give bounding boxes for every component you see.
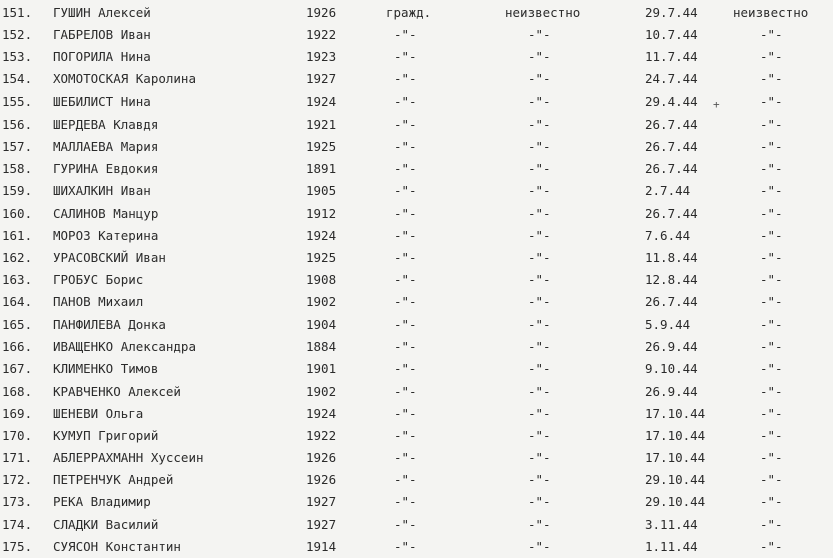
person-name: КРАВЧЕНКО Алексей [53,384,181,399]
status: -"- [394,361,417,376]
row-number: 158. [2,161,33,176]
table-row [0,381,833,403]
place: -"- [528,472,551,487]
fate: -"- [760,228,783,243]
row-number: 154. [2,71,33,86]
table-row [0,180,833,202]
place: -"- [528,71,551,86]
fate: -"- [760,183,783,198]
date: 26.9.44 [645,339,698,354]
birth-year: 1925 [306,139,337,154]
table-row [0,403,833,425]
table-row [0,447,833,469]
table-row [0,358,833,380]
person-name: ИВАЩЕНКО Александра [53,339,196,354]
date: 11.8.44 [645,250,698,265]
table-row [0,225,833,247]
status: -"- [394,71,417,86]
status: -"- [394,139,417,154]
fate: -"- [760,406,783,421]
status: -"- [394,317,417,332]
table-row [0,514,833,536]
birth-year: 1884 [306,339,337,354]
place: -"- [528,250,551,265]
place: -"- [528,183,551,198]
fate: -"- [760,272,783,287]
person-name: ПОГОРИЛА Нина [53,49,151,64]
fate: -"- [760,117,783,132]
table-row [0,247,833,269]
table-row [0,158,833,180]
birth-year: 1926 [306,450,337,465]
date: 1.11.44 [645,539,698,554]
person-name: ХОМОТОСКАЯ Каролина [53,71,196,86]
row-number: 155. [2,94,33,109]
fate: -"- [760,361,783,376]
date: 17.10.44 [645,406,706,421]
person-name: УРАСОВСКИЙ Иван [53,250,166,265]
person-name: КУМУП Григорий [53,428,159,443]
row-number: 160. [2,206,33,221]
fate: -"- [760,472,783,487]
row-number: 165. [2,317,33,332]
date: 17.10.44 [645,450,706,465]
row-number: 161. [2,228,33,243]
row-number: 168. [2,384,33,399]
place: -"- [528,450,551,465]
fate: -"- [760,384,783,399]
date: 26.7.44 [645,139,698,154]
status: -"- [394,384,417,399]
date: 29.7.44 [645,5,698,20]
birth-year: 1902 [306,384,337,399]
place: -"- [528,139,551,154]
fate: -"- [760,27,783,42]
person-name: ГАБРЕЛОВ Иван [53,27,151,42]
birth-year: 1921 [306,117,337,132]
table-row [0,203,833,225]
status: гражд. [386,5,432,20]
birth-year: 1901 [306,361,337,376]
fate: -"- [760,94,783,109]
table-row [0,2,833,24]
table-row [0,491,833,513]
date: 26.7.44 [645,117,698,132]
fate: -"- [760,339,783,354]
status: -"- [394,272,417,287]
table-row [0,24,833,46]
row-number: 151. [2,5,33,20]
fate: -"- [760,517,783,532]
birth-year: 1927 [306,517,337,532]
date: 26.7.44 [645,206,698,221]
birth-year: 1891 [306,161,337,176]
place: -"- [528,117,551,132]
place: -"- [528,228,551,243]
table-row [0,536,833,558]
birth-year: 1922 [306,428,337,443]
status: -"- [394,406,417,421]
table-row [0,469,833,491]
person-name: СЛАДКИ Василий [53,517,159,532]
person-name: ПЕТРЕНЧУК Андрей [53,472,174,487]
date: 7.6.44 [645,228,691,243]
status: -"- [394,49,417,64]
row-number: 166. [2,339,33,354]
fate: -"- [760,539,783,554]
place: -"- [528,517,551,532]
birth-year: 1912 [306,206,337,221]
table-row [0,136,833,158]
birth-year: 1914 [306,539,337,554]
row-number: 171. [2,450,33,465]
place: -"- [528,317,551,332]
person-name: АБЛЕРРАХМАНН Хуссеин [53,450,204,465]
fate: -"- [760,250,783,265]
row-number: 174. [2,517,33,532]
person-name: ГРОБУС Борис [53,272,144,287]
place: -"- [528,206,551,221]
status: -"- [394,450,417,465]
date: 26.7.44 [645,294,698,309]
place: -"- [528,94,551,109]
row-number: 169. [2,406,33,421]
person-name: РЕКА Владимир [53,494,151,509]
person-name: МОРОЗ Катерина [53,228,159,243]
fate: -"- [760,450,783,465]
status: -"- [394,472,417,487]
row-number: 156. [2,117,33,132]
date: 29.10.44 [645,494,706,509]
row-number: 162. [2,250,33,265]
place: -"- [528,384,551,399]
fate: -"- [760,49,783,64]
date: 29.10.44 [645,472,706,487]
person-name: КЛИМЕНКО Тимов [53,361,159,376]
table-row [0,114,833,136]
date: 3.11.44 [645,517,698,532]
date: 9.10.44 [645,361,698,376]
status: -"- [394,228,417,243]
birth-year: 1908 [306,272,337,287]
row-number: 167. [2,361,33,376]
birth-year: 1924 [306,228,337,243]
row-number: 152. [2,27,33,42]
row-number: 172. [2,472,33,487]
row-number: 175. [2,539,33,554]
birth-year: 1925 [306,250,337,265]
date: 29.4.44 [645,94,698,109]
fate: -"- [760,294,783,309]
table-row [0,336,833,358]
status: -"- [394,94,417,109]
handwritten-plus-mark: + [713,98,720,111]
status: -"- [394,428,417,443]
person-name: ПАНОВ Михаил [53,294,144,309]
birth-year: 1922 [306,27,337,42]
fate: -"- [760,494,783,509]
place: -"- [528,494,551,509]
status: -"- [394,339,417,354]
person-name: МАЛЛАЕВА Мария [53,139,159,154]
date: 11.7.44 [645,49,698,64]
fate: неизвестно [733,5,809,20]
place: -"- [528,161,551,176]
birth-year: 1924 [306,406,337,421]
birth-year: 1902 [306,294,337,309]
person-name: ГУРИНА Евдокия [53,161,159,176]
place: -"- [528,294,551,309]
fate: -"- [760,161,783,176]
date: 10.7.44 [645,27,698,42]
birth-year: 1927 [306,71,337,86]
status: -"- [394,27,417,42]
place: -"- [528,49,551,64]
birth-year: 1926 [306,472,337,487]
status: -"- [394,517,417,532]
birth-year: 1927 [306,494,337,509]
date: 5.9.44 [645,317,691,332]
table-row [0,68,833,90]
table-row [0,314,833,336]
fate: -"- [760,317,783,332]
place: -"- [528,272,551,287]
fate: -"- [760,428,783,443]
place: -"- [528,339,551,354]
place: -"- [528,406,551,421]
row-number: 157. [2,139,33,154]
date: 12.8.44 [645,272,698,287]
birth-year: 1905 [306,183,337,198]
place: -"- [528,539,551,554]
status: -"- [394,206,417,221]
row-number: 164. [2,294,33,309]
status: -"- [394,539,417,554]
table-row [0,269,833,291]
table-row [0,425,833,447]
table-row [0,46,833,68]
status: -"- [394,117,417,132]
row-number: 170. [2,428,33,443]
place: -"- [528,27,551,42]
person-name: ШИХАЛКИН Иван [53,183,151,198]
fate: -"- [760,206,783,221]
row-number: 173. [2,494,33,509]
place: неизвестно [505,5,581,20]
date: 26.9.44 [645,384,698,399]
person-name: ПАНФИЛЕВА Донка [53,317,166,332]
person-name: ГУШИН Алексей [53,5,151,20]
date: 2.7.44 [645,183,691,198]
person-name: САЛИНОВ Манцур [53,206,159,221]
birth-year: 1924 [306,94,337,109]
fate: -"- [760,139,783,154]
person-name: СУЯСОН Константин [53,539,181,554]
table-row [0,91,833,113]
person-name: ШЕБИЛИСТ Нина [53,94,151,109]
row-number: 159. [2,183,33,198]
birth-year: 1926 [306,5,337,20]
date: 26.7.44 [645,161,698,176]
place: -"- [528,361,551,376]
status: -"- [394,183,417,198]
date: 17.10.44 [645,428,706,443]
row-number: 163. [2,272,33,287]
status: -"- [394,294,417,309]
place: -"- [528,428,551,443]
person-name: ШЕРДЕВА Клавдя [53,117,159,132]
status: -"- [394,161,417,176]
date: 24.7.44 [645,71,698,86]
fate: -"- [760,71,783,86]
row-number: 153. [2,49,33,64]
status: -"- [394,250,417,265]
table-row [0,291,833,313]
birth-year: 1904 [306,317,337,332]
person-name: ШЕНЕВИ Ольга [53,406,144,421]
birth-year: 1923 [306,49,337,64]
status: -"- [394,494,417,509]
